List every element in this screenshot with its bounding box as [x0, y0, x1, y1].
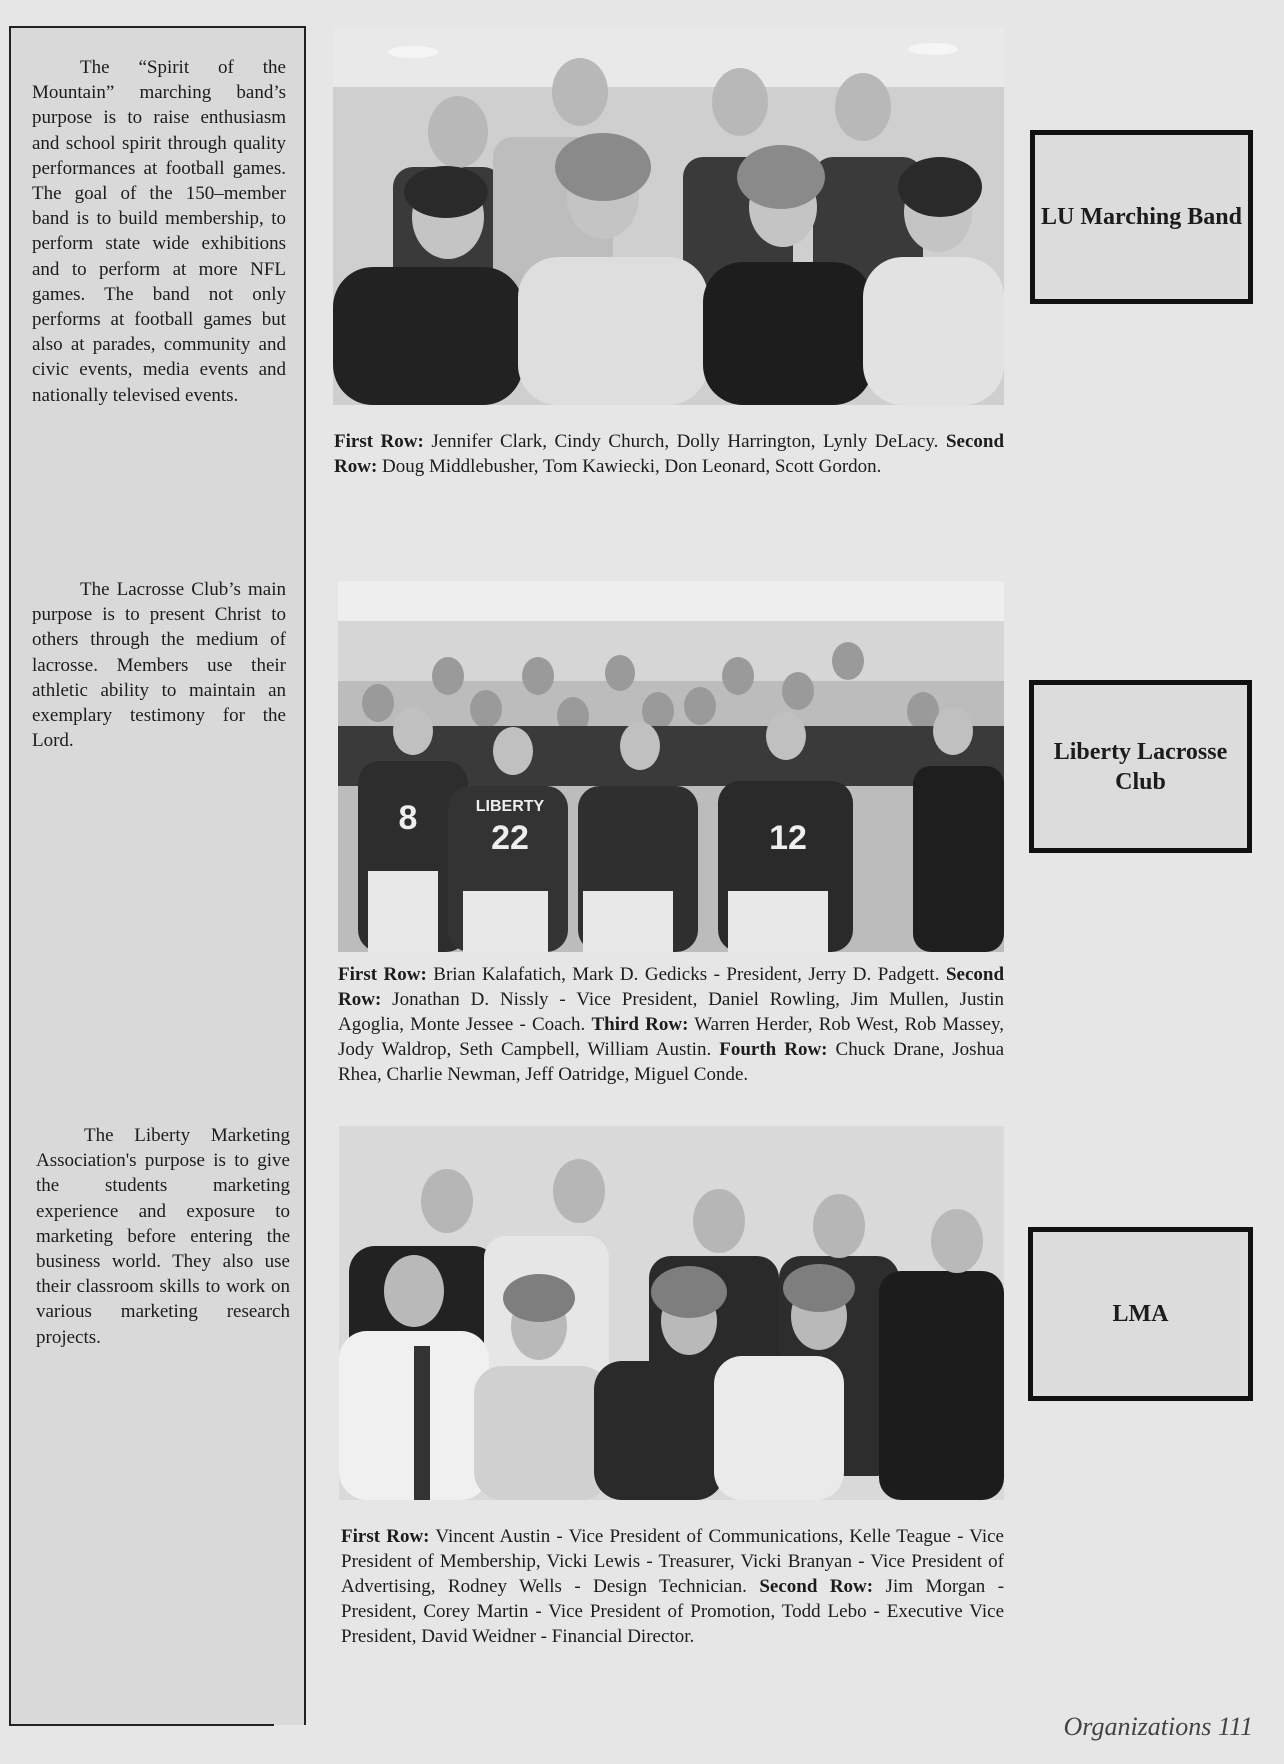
lacrosse-team-photo — [338, 581, 1004, 952]
lma-label: LMA — [1112, 1301, 1169, 1327]
band-caption-row1-label: First Row: — [334, 431, 424, 452]
lacrosse-blurb: The Lacrosse Club’s main purpose is to present Christ to others through the medium of lacrosse. Members use their athletic ability to maintain an exemplary testimony for the Lord. — [32, 579, 286, 752]
sidebar-base-rule — [9, 1724, 274, 1726]
band-blurb: The “Spirit of the Mountain” marching band’s purpose is to raise enthusiasm and school spirit through quality performances at football games. The goal of the 150–member band is to build membership, to perform state wide exhibitions and to perform at more NFL games. The band not only performs at football games but also at parades, community and civic events, media events and nationally televised events. — [32, 57, 286, 406]
lma-caption-row1-label: First Row: — [341, 1526, 430, 1547]
lacrosse-caption-row1-names: Brian Kalafatich, Mark D. Gedicks - President, Jerry D. Padgett. — [433, 964, 940, 985]
lma-caption-row1-names: Vincent Austin - Vice President of Communications, Kelle Teague - Vice President of Membership, Vicki Lewis - Treasurer, Vicki Branyan - Vice President of Advertising, Rodney Wells - Design Technician. — [341, 1526, 1004, 1597]
band-group-photo — [333, 27, 1004, 405]
lacrosse-label-box — [1029, 680, 1252, 853]
jersey-number-12: 12 — [769, 819, 807, 857]
band-caption-row2-label: Second Row: — [334, 431, 1005, 477]
page-folio: Organizations 111 — [1063, 1712, 1253, 1741]
lacrosse-caption — [338, 962, 1004, 1087]
lma-group-photo — [339, 1126, 1004, 1500]
lacrosse-caption-row3-names: Warren Herder, Rob West, Rob Massey, Jody Waldrop, Seth Campbell, William Austin. — [338, 1014, 1004, 1060]
band-caption — [334, 429, 1004, 479]
lma-caption-row2-names: Jim Morgan - President, Corey Martin - Vice President of Promotion, Todd Lebo - Executive Vice President, David Weidner - Financial Director. — [341, 1576, 1005, 1647]
lacrosse-caption-row2-label: Second Row: — [338, 964, 1005, 1010]
lacrosse-caption-row3-label: Third Row: — [591, 1014, 689, 1035]
band-caption-row1-names: Jennifer Clark, Cindy Church, Dolly Harrington, Lynly DeLacy. — [431, 431, 939, 452]
lacrosse-caption-row1-label: First Row: — [338, 964, 427, 985]
lacrosse-label: Liberty Lacrosse Club — [1053, 738, 1228, 795]
lacrosse-caption-row4-names: Chuck Drane, Joshua Rhea, Charlie Newman, Jeff Oatridge, Miguel Conde. — [338, 1039, 1005, 1085]
lma-label-box — [1028, 1227, 1253, 1401]
lma-blurb: The Liberty Marketing Association's purpose is to give the students marketing experience and exposure to marketing before entering the business world. They also use their classroom skills to work on various marketing research projects. — [36, 1125, 290, 1348]
jersey-number-8: 8 — [398, 799, 418, 837]
jersey-lettering: LIBERTY — [475, 798, 545, 815]
band-label: LU Marching Band — [1041, 204, 1242, 230]
band-caption-row2-names: Doug Middlebusher, Tom Kawiecki, Don Leonard, Scott Gordon. — [382, 456, 882, 477]
lacrosse-caption-row2-names: Jonathan D. Nissly - Vice President, Daniel Rowling, Jim Mullen, Justin Agoglia, Monte Jessee - Coach. — [338, 989, 1005, 1035]
lma-caption — [341, 1524, 1004, 1649]
band-label-box — [1030, 130, 1253, 304]
lacrosse-caption-row4-label: Fourth Row: — [719, 1039, 828, 1060]
jersey-number-22: 22 — [491, 819, 529, 857]
lma-caption-row2-label: Second Row: — [759, 1576, 874, 1597]
